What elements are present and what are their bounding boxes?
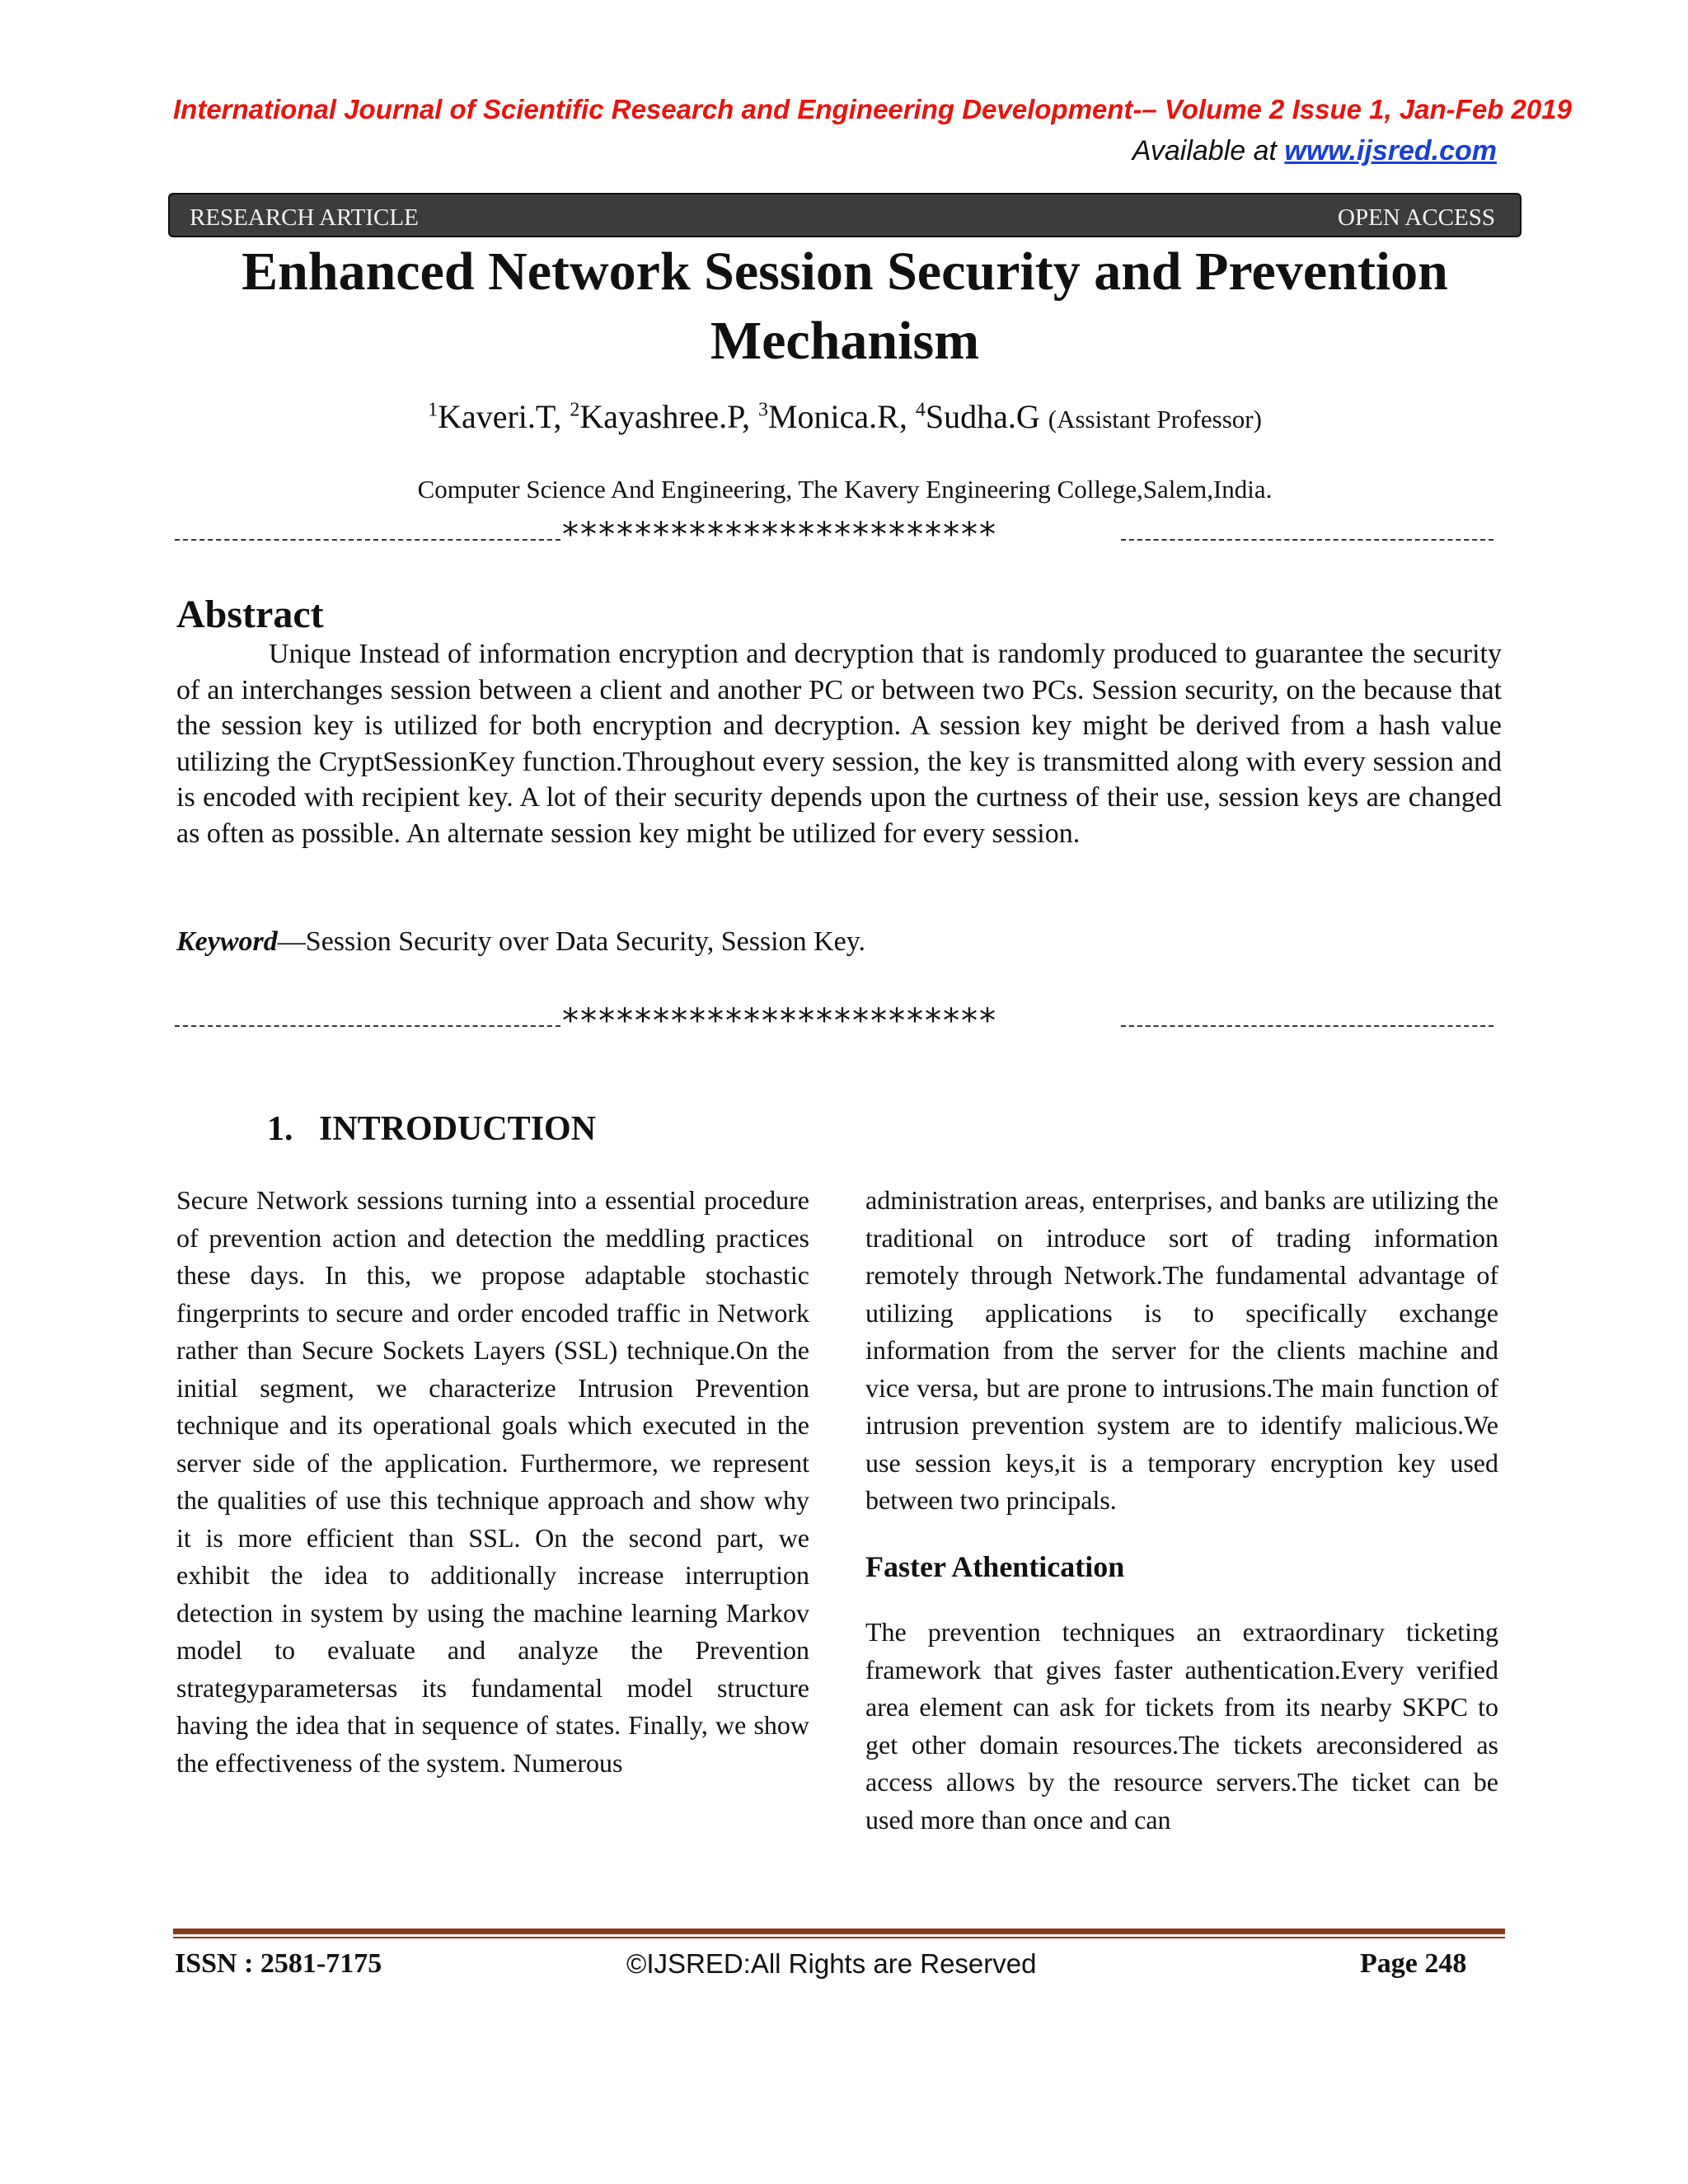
author-index: 1	[428, 399, 438, 421]
dash-rule	[175, 1025, 560, 1027]
author-name: Kayashree.P,	[579, 398, 758, 435]
body-text-right-column-continued: The prevention techniques an extraordinary ticketing framework that gives faster authentication.Every verified area element can ask for tickets from its nearby SKPC to get other domain resources.The tickets areconsidered as access allows by the resource servers.The ticket can be used more than once and can	[865, 1617, 1498, 1835]
paper-title: Enhanced Network Session Security and Prevention Mechanism	[241, 241, 1448, 371]
subsection-heading: Faster Athentication	[865, 1550, 1125, 1583]
footer-page-number: Page 248	[1360, 1948, 1467, 1979]
dash-rule	[175, 539, 560, 541]
author-index: 4	[915, 399, 926, 421]
abstract-text: Unique Instead of information encryption and decryption that is randomly produced to guarantee the security of an interchanges session between a client and another PC or between two PCs. Session security, on the because that the session key is utilized for both encryption and decryption. A session key might be derived from a hash value utilizing the CryptSessionKey function.Throughout every session, the key is transmitted along with every session and is encoded with recipient key. A lot of their security depends upon the curtness of their use, session keys are changed as often as possible. An alternate session key might be utilized for every session.	[176, 639, 1502, 849]
keywords-label: Keyword	[176, 926, 278, 957]
research-article-label: RESEARCH ARTICLE	[190, 204, 419, 231]
affiliation: Computer Science And Engineering, The Kavery Engineering College,Salem,India.	[417, 475, 1273, 504]
author-index: 3	[757, 399, 768, 421]
author-name: Sudha.G	[925, 398, 1048, 435]
author-list	[168, 397, 1522, 436]
footer-rule	[173, 1929, 1505, 1942]
journal-url-link[interactable]: www.ijsred.com	[1284, 135, 1497, 166]
separator-stars: ************************	[562, 516, 997, 554]
open-access-label: OPEN ACCESS	[1338, 204, 1495, 231]
keywords	[176, 926, 1502, 958]
dash-rule	[1121, 539, 1493, 541]
author-name: Kaveri.T,	[438, 398, 570, 435]
dash-rule	[1121, 1025, 1493, 1027]
journal-title: International Journal of Scientific Research and Engineering Development-– Volume 2 Issue 1, Jan-Feb 2019	[173, 94, 1572, 124]
author-role: (Assistant Professor)	[1048, 405, 1262, 434]
abstract-heading: Abstract	[176, 593, 324, 636]
body-text-right-column: administration areas, enterprises, and banks are utilizing the traditional on introduce sort of trading information remotely through Network.The fundamental advantage of utilizing applications is to specifically exchange information from the server for the clients machine and vice versa, but are prone to intrusions.The main function of intrusion prevention system are to identify malicious.We use session keys,it is a temporary encryption key used between two principals.	[865, 1185, 1498, 1515]
body-text-left-column: Secure Network sessions turning into a essential procedure of prevention action and detection the meddling practices these days. In this, we propose adaptable stochastic fingerprints to secure and order encoded traffic in Network rather than Secure Sockets Layers (SSL) technique.On the initial segment, we characterize Intrusion Prevention technique and its operational goals which executed in the server side of the application. Furthermore, we represent the qualities of use this technique approach and show why it is more efficient than SSL. On the second part, we exhibit the idea to additionally increase interruption detection in system by using the machine learning Markov model to evaluate and analyze the Prevention strategyparametersas its fundamental model structure having the idea that in sequence of states. Finally, we show the effectiveness of the system. Numerous	[176, 1185, 809, 1778]
author-name: Monica.R,	[767, 398, 916, 435]
availability-line	[907, 135, 1497, 167]
author-index: 2	[570, 399, 580, 421]
available-prefix: Available at	[1132, 135, 1285, 166]
section-heading-introduction: 1. INTRODUCTION	[267, 1110, 597, 1148]
footer-issn: ISSN : 2581-7175	[175, 1948, 382, 1979]
separator-line	[175, 1002, 1493, 1040]
separator-stars: ************************	[562, 1002, 997, 1040]
keywords-text: —Session Security over Data Security, Session Key.	[277, 926, 866, 957]
footer-rule-thin	[173, 1937, 1505, 1938]
footer-copyright: ©IJSRED:All Rights are Reserved	[626, 1948, 1037, 1979]
article-banner	[168, 193, 1522, 237]
footer-rule-thick	[173, 1929, 1505, 1934]
separator-line	[175, 516, 1493, 554]
